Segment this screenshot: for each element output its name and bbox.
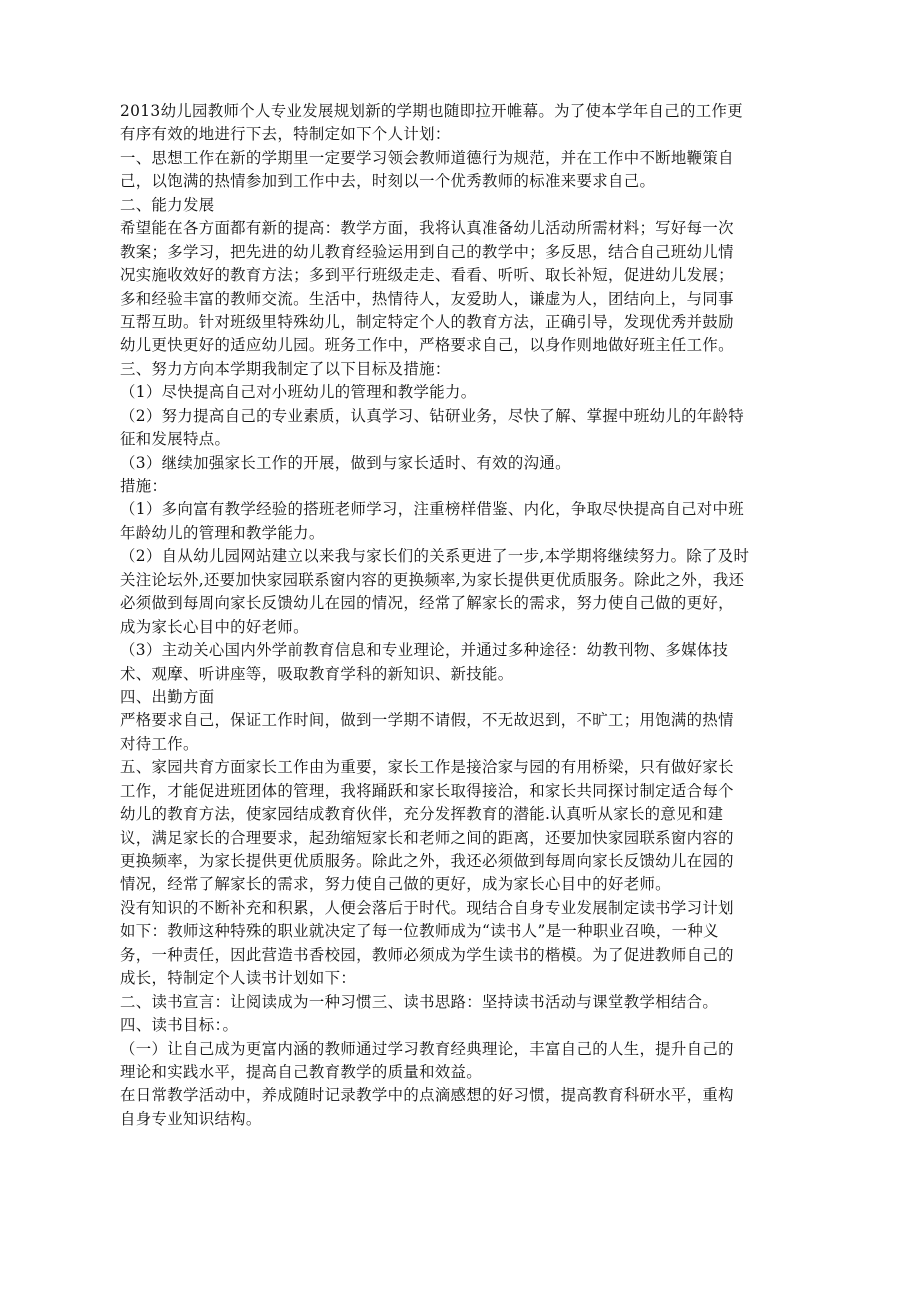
text-line: 希望能在各方面都有新的提高：教学方面，我将认真准备幼儿活动所需材料；写好每一次 xyxy=(120,219,734,238)
section-heading-3: 三、努力方向本学期我制定了以下目标及措施： xyxy=(120,359,451,378)
text-line: 成长，特制定个人读书计划如下： xyxy=(120,969,357,988)
document-page xyxy=(120,100,800,1131)
text-line: 更换频率，为家长提供更优质服务。除此之外，我还必须做到每周向家长反馈幼儿在园的 xyxy=(120,852,734,870)
text-line: 如下：教师这种特殊的职业就决定了每一位教师成为“读书人”是一种职业召唤，一种义 xyxy=(120,922,719,941)
measure-item-2: （2）自从幼儿园网站建立以来我与家长们的关系更进了一步,本学期将继续努力。除了及时 xyxy=(120,547,750,566)
text-line: 对待工作。 xyxy=(120,734,199,753)
text-line: 2013幼儿园教师个人专业发展规划新的学期也随即拉开帷幕。为了使本学年自己的工作更 xyxy=(120,102,743,120)
text-line: 况实施收效好的教育方法；多到平行班级走走、看看、听听、取长补短，促进幼儿发展； xyxy=(120,266,734,285)
measure-item-1: （1）多向富有教学经验的搭班老师学习，注重榜样借鉴、内化，争取尽快提高自己对中班 xyxy=(120,500,745,519)
section-heading-5: 五、家园共育方面家长工作由为重要，家长工作是接洽家与园的有用桥梁，只有做好家长 xyxy=(120,758,734,777)
text-line: 幼儿的教育方法，使家园结成教育伙伴，充分发挥教育的潜能.认真听从家长的意见和建 xyxy=(120,805,724,824)
measure-item-3: （3）主动关心国内外学前教育信息和专业理论，并通过多种途径：幼教刊物、多媒体技 xyxy=(120,641,729,660)
text-line: 工作，才能促进班团体的管理，我将踊跃和家长取得接洽，和家长共同探讨制定适合每个 xyxy=(120,781,734,800)
text-line: 有序有效的地进行下去，特制定如下个人计划： xyxy=(120,125,451,144)
section-heading-1: 一、思想工作在新的学期里一定要学习领会教师道德行为规范，并在工作中不断地鞭策自 xyxy=(120,148,734,167)
text-line: 务，一种责任，因此营造书香校园，教师必须成为学生读书的楷模。为了促进教师自己的 xyxy=(120,945,734,964)
text-line: 必须做到每周向家长反馈幼儿在园的情况，经常了解家长的需求，努力使自己做的更好， xyxy=(120,594,734,613)
section-heading-4: 四、出勤方面 xyxy=(120,687,215,706)
text-line: 理论和实践水平，提高自己教育教学的质量和效益。 xyxy=(120,1062,483,1081)
text-line: 征和发展特点。 xyxy=(120,430,231,449)
text-line: 多和经验丰富的教师交流。生活中，热情待人，友爱助人，谦虚为人，团结向上，与同事 xyxy=(120,289,734,308)
text-line: 议，满足家长的合理要求，起劲缩短家长和老师之间的距离，还要加快家园联系窗内容的 xyxy=(120,828,734,847)
text-line: 术、观摩、听讲座等，吸取教育学科的新知识、新技能。 xyxy=(120,664,514,683)
text-line: 年龄幼儿的管理和教学能力。 xyxy=(120,523,325,542)
text-line: 没有知识的不断补充和积累，人便会落后于时代。现结合自身专业发展制定读书学习计划 xyxy=(120,898,734,917)
text-line: 幼儿更快更好的适应幼儿园。班务工作中，严格要求自己，以身作则地做好班主任工作。 xyxy=(120,336,734,355)
goal-item-3: （3）继续加强家长工作的开展，做到与家长适时、有效的沟通。 xyxy=(120,453,571,472)
text-line: 成为家长心目中的好老师。 xyxy=(120,617,309,636)
measures-heading: 措施： xyxy=(120,477,168,495)
goal-item-1: （1）尽快提高自己对小班幼儿的管理和教学能力。 xyxy=(120,383,477,402)
text-line: 在日常教学活动中，养成随时记录教学中的点滴感想的好习惯，提高教育科研水平，重构 xyxy=(120,1086,734,1105)
text-line: 互帮互助。针对班级里特殊幼儿，制定特定个人的教育方法，正确引导，发现优秀并鼓励 xyxy=(120,312,734,331)
text-line: 关注论坛外,还要加快家园联系窗内容的更换频率,为家长提供更优质服务。除此之外，我还 xyxy=(120,570,745,589)
section-heading-2: 二、能力发展 xyxy=(120,195,215,214)
goal-item-2: （2）努力提高自己的专业素质，认真学习、钻研业务，尽快了解、掌握中班幼儿的年龄特 xyxy=(120,406,745,425)
text-line: 严格要求自己，保证工作时间，做到一学期不请假，不无故迟到，不旷工；用饱满的热情 xyxy=(120,711,734,730)
reading-plan-line: 二、读书宣言：让阅读成为一种习惯三、读书思路：坚持读书活动与课堂教学相结合。 xyxy=(120,992,719,1011)
text-line: 情况，经常了解家长的需求，努力使自己做的更好，成为家长心目中的好老师。 xyxy=(120,875,671,894)
text-line: 教案；多学习，把先进的幼儿教育经验运用到自己的教学中；多反思，结合自己班幼儿情 xyxy=(120,242,734,261)
reading-goals-heading: 四、读书目标：。 xyxy=(120,1016,239,1035)
reading-goal-item-1: （一）让自己成为更富内涵的教师通过学习教育经典理论，丰富自己的人生，提升自己的 xyxy=(120,1039,734,1058)
text-line: 己，以饱满的热情参加到工作中去，时刻以一个优秀教师的标准来要求自己。 xyxy=(120,172,656,191)
text-line: 自身专业知识结构。 xyxy=(120,1109,262,1128)
